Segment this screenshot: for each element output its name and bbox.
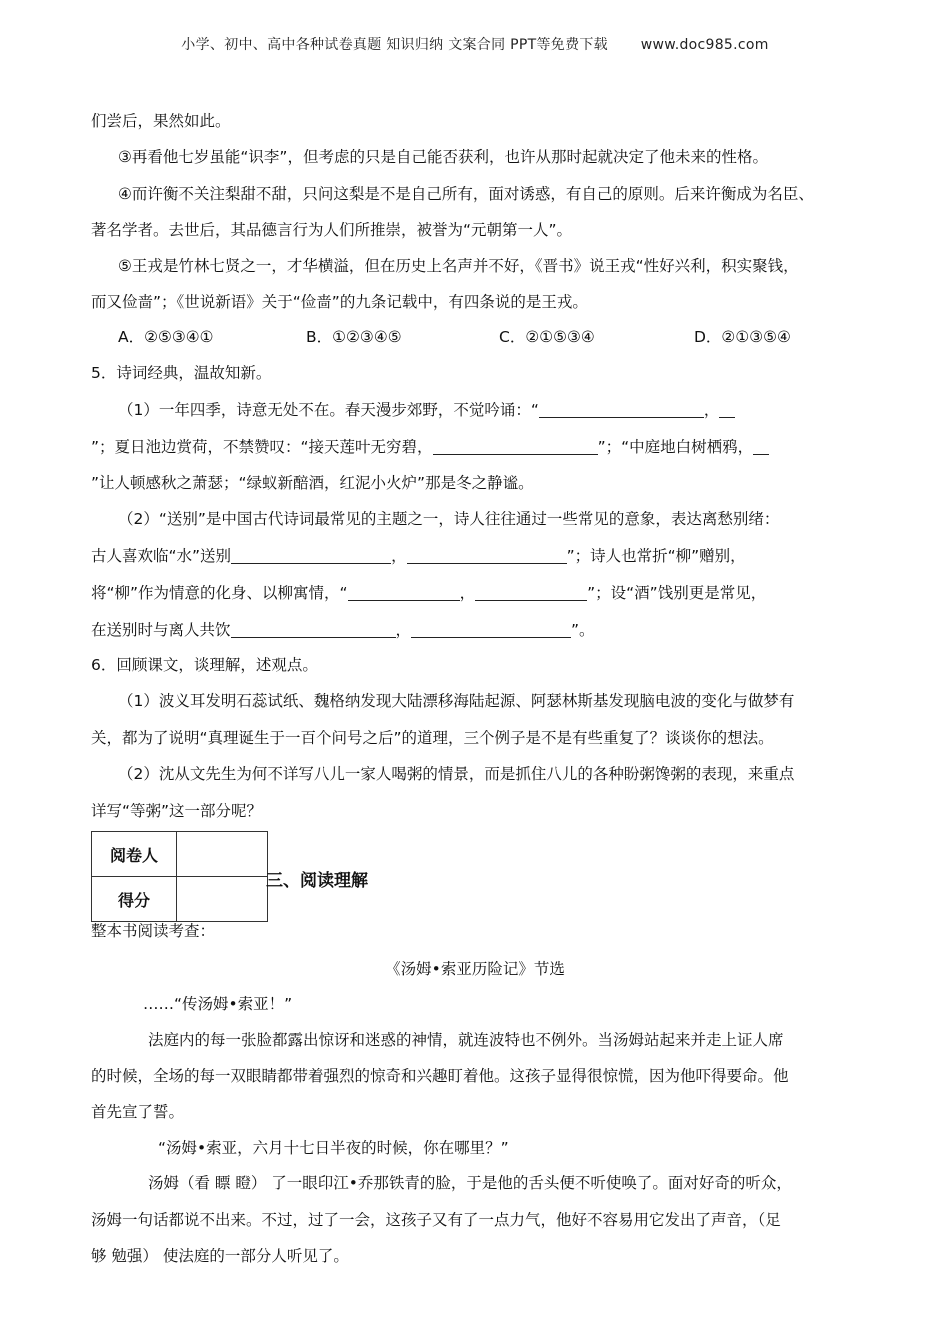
option-a[interactable]: A．②⑤③④① [118, 328, 214, 346]
answer-blank-3[interactable] [433, 438, 598, 455]
q4-line0: 们尝后，果然如此。 [91, 112, 231, 130]
q5-title: 5．诗词经典，温故知新。 [91, 364, 272, 382]
answer-blank-2[interactable] [719, 401, 735, 418]
answer-blank-8[interactable] [475, 584, 587, 601]
q5-p1b-s1: ”；夏日池边赏荷，不禁赞叹：“接天莲叶无穷碧， [91, 438, 433, 456]
answer-blank-1[interactable] [539, 401, 704, 418]
reading-intro: 整本书阅读考查： [91, 922, 216, 940]
excerpt-title: 《汤姆•索亚历险记》节选 [385, 960, 565, 978]
reviewer-label: 阅卷人 [92, 832, 177, 877]
q5-p2b-s3: ”；诗人也常折“柳”赠别， [566, 547, 746, 565]
option-b[interactable]: B．①②③④⑤ [306, 328, 402, 346]
excerpt-line-4: 首先宣了誓。 [91, 1103, 185, 1121]
score-cell[interactable] [177, 877, 268, 922]
q5-p2b-s2: ， [391, 547, 407, 565]
q5-p2-line4 [91, 619, 595, 641]
section-title: 三、阅读理解 [266, 871, 368, 891]
q4-item4b: 著名学者。去世后，其品德言行为人们所推崇，被誉为“元朝第一人”。 [91, 221, 573, 239]
q4-item5b: 而又俭啬”；《世说新语》关于“俭啬”的九条记载中，有四条说的是王戎。 [91, 293, 588, 311]
q5-p1a-text: （1）一年四季，诗意无处不在。春天漫步郊野，不觉吟诵：“ [118, 401, 539, 419]
q6-p1a: （1）波义耳发明石蕊试纸、魏格纳发现大陆漂移海陆起源、阿瑟林斯基发现脑电波的变化与做梦有 [118, 692, 795, 710]
reviewer-cell[interactable] [177, 832, 268, 877]
score-table [91, 831, 268, 922]
q5-p1b-s2: ”；“中庭地白树栖鸦， [597, 438, 754, 456]
q6-p2b: 详写“等粥”这一部分呢？ [91, 802, 263, 820]
answer-blank-5[interactable] [231, 547, 391, 564]
q6-title: 6．回顾课文，谈理解，述观点。 [91, 656, 318, 674]
answer-blank-9[interactable] [231, 621, 396, 638]
q4-item3: ③再看他七岁虽能“识李”，但考虑的只是自己能否获利，也许从那时起就决定了他未来的性格。 [118, 148, 768, 166]
header-text: 小学、初中、高中各种试卷真题 知识归纳 文案合同 PPT等免费下载 [181, 37, 608, 53]
score-label: 得分 [92, 877, 177, 922]
q4-item5a: ⑤王戎是竹林七贤之一，才华横溢，但在历史上名声并不好，《晋书》说王戎“性好兴利，积实聚钱， [118, 257, 799, 275]
q5-p1c: ”让人顿感秋之萧瑟；“绿蚁新醅酒，红泥小火炉”那是冬之静谧。 [91, 474, 534, 492]
q6-p2a: （2）沈从文先生为何不详写八儿一家人喝粥的情景，而是抓住八儿的各种盼粥馋粥的表现，来重点 [118, 765, 795, 783]
q5-p2-line3 [91, 582, 766, 604]
excerpt-line-7: 汤姆一句话都说不出来。不过，过了一会，这孩子又有了一点力气，他好不容易用它发出了声音，（足 [91, 1211, 781, 1229]
answer-blank-7[interactable] [348, 584, 460, 601]
excerpt-line-5: “汤姆•索亚，六月十七日半夜的时候，你在哪里？” [158, 1139, 509, 1157]
q5-p1-line2 [91, 436, 769, 458]
q5-p2b-s1: 古人喜欢临“水”送别 [91, 547, 232, 565]
option-d[interactable]: D．②①③⑤④ [694, 328, 791, 346]
q6-p1b: 关，都为了说明“真理诞生于一百个问号之后”的道理，三个例子是不是有些重复了？谈谈你的想法。 [91, 729, 774, 747]
q5-p2c-s2: ， [459, 584, 476, 602]
option-c[interactable]: C．②①⑤③④ [499, 328, 595, 346]
q5-p2c-s3: ”；设“酒”饯别更是常见， [587, 584, 767, 602]
answer-blank-6[interactable] [407, 547, 567, 564]
q5-p2c-s1: 将“柳”作为情意的化身、以柳寓情，“ [91, 584, 348, 602]
q5-p2-line2 [91, 545, 746, 567]
excerpt-line-2: 法庭内的每一张脸都露出惊讶和迷惑的神情，就连波特也不例外。当汤姆站起来并走上证人席 [148, 1031, 784, 1049]
excerpt-line-1: ……“传汤姆•索亚！” [143, 995, 293, 1013]
excerpt-line-3: 的时候，全场的每一双眼睛都带着强烈的惊奇和兴趣盯着他。这孩子显得很惊慌，因为他吓得要命。他 [91, 1067, 789, 1085]
header-url[interactable]: www.doc985.com [640, 37, 769, 53]
page-header [0, 34, 950, 54]
q5-p2d-s1: 在送别时与离人共饮 [91, 621, 231, 639]
q5-p2a: （2）“送别”是中国古代诗词最常见的主题之一，诗人往往通过一些常见的意象，表达离愁别绪： [118, 510, 780, 528]
excerpt-line-6: 汤姆（看 瞟 瞪） 了一眼印江•乔那铁青的脸，于是他的舌头便不听使唤了。面对好奇的听众， [148, 1174, 792, 1192]
q5-p2d-s2: ， [395, 621, 412, 639]
excerpt-line-8: 够 勉强） 使法庭的一部分人听见了。 [91, 1247, 349, 1265]
answer-blank-4[interactable] [753, 438, 769, 455]
q5-p2d-s3: ”。 [571, 621, 595, 639]
q5-p1a-end: ， [703, 401, 720, 419]
answer-blank-10[interactable] [411, 621, 571, 638]
q5-p1-line1 [118, 399, 735, 421]
q4-item4a: ④而许衡不关注梨甜不甜，只问这梨是不是自己所有，面对诱惑，有自己的原则。后来许衡成为名臣、 [118, 185, 814, 203]
